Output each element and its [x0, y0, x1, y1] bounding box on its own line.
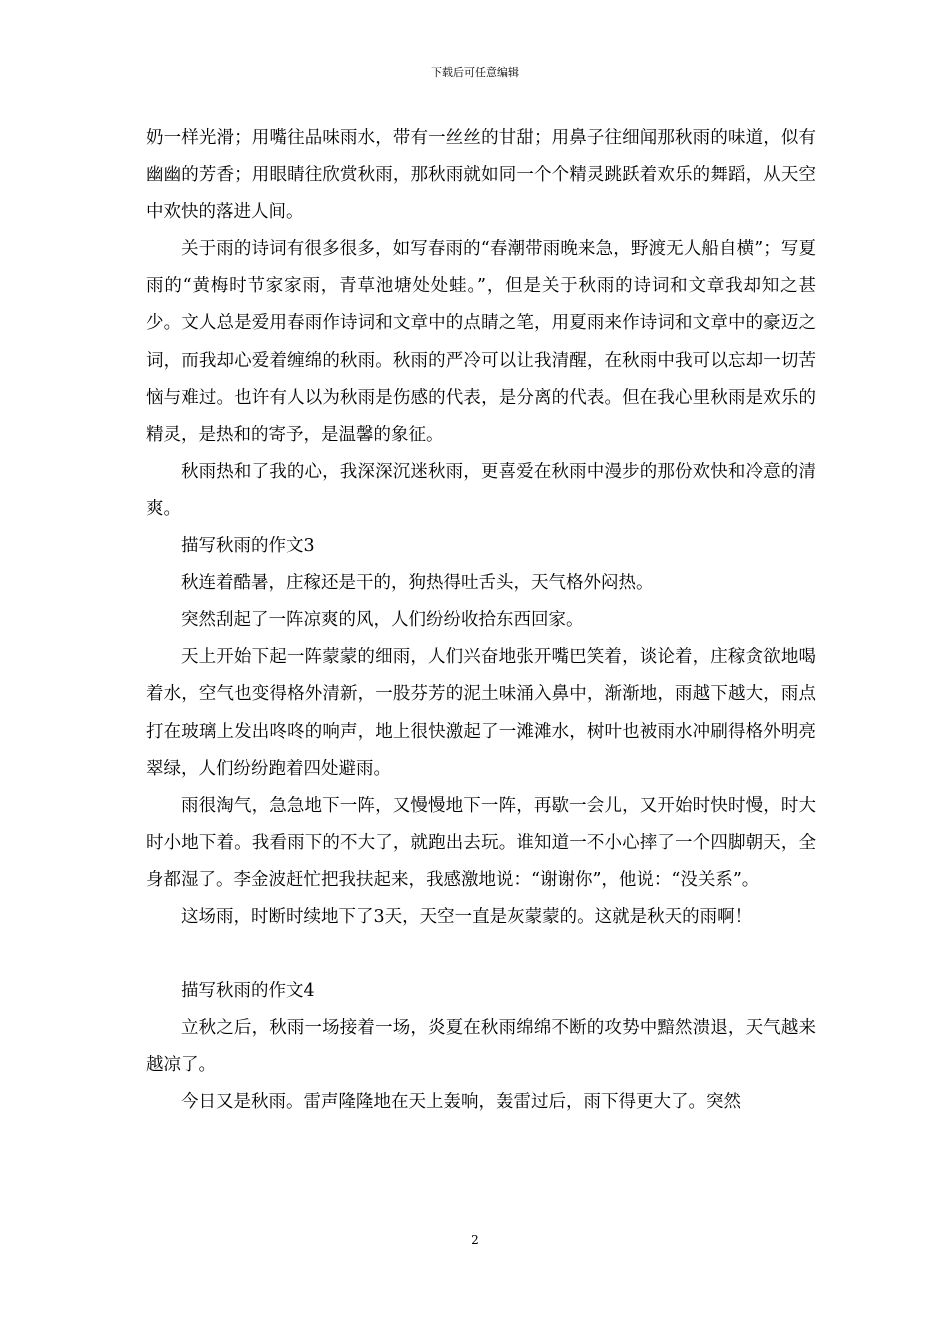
paragraph: 这场雨，时断时续地下了3天，天空一直是灰蒙蒙的。这就是秋天的雨啊！	[181, 906, 753, 927]
section-heading: 描写秋雨的作文4	[181, 981, 315, 1002]
page-header: 下载后可任意编辑	[431, 66, 519, 79]
paragraph: 秋连着酷暑，庄稼还是干的，狗热得吐舌头，天气格外闷热。	[181, 573, 654, 594]
paragraph: 秋雨热和了我的心，我深深沉迷秋雨，更喜爱在秋雨中漫步的那份欢快和冷意的清爽。	[146, 461, 816, 519]
paragraph: 关于雨的诗词有很多很多，如写春雨的“春潮带雨晚来急，野渡无人船自横”；写夏雨的“黄梅时节家家雨，青草池塘处处蛙。”，但是关于秋雨的诗词和文章我却知之甚少。文人总是爱用春雨作诗词和文章中的点睛之笔，用夏雨来作诗词和文章中的豪迈之词，而我却心爱着缠绵的秋雨。秋雨的严冷可以让我清醒，在秋雨中我可以忘却一切苦恼与难过。也许有人以为秋雨是伤感的代表，是分离的代表。但在我心里秋雨是欢乐的精灵，是热和的寄予，是温馨的象征。	[146, 239, 816, 445]
paragraph: 天上开始下起一阵蒙蒙的细雨，人们兴奋地张开嘴巴笑着，谈论着，庄稼贪欲地喝着水，空气也变得格外清新，一股芬芳的泥土味涌入鼻中，渐渐地，雨越下越大，雨点打在玻璃上发出咚咚的响声，地上很快激起了一滩滩水，树叶也被雨水冲刷得格外明亮翠绿，人们纷纷跑着四处避雨。	[146, 647, 816, 779]
document-body	[146, 120, 816, 1122]
section-heading: 描写秋雨的作文3	[181, 536, 315, 557]
paragraph: 突然刮起了一阵凉爽的风，人们纷纷收拾东西回家。	[181, 610, 584, 631]
paragraph: 立秋之后，秋雨一场接着一场，炎夏在秋雨绵绵不断的攻势中黯然溃退，天气越来越凉了。	[146, 1018, 816, 1076]
paragraph: 奶一样光滑；用嘴往品味雨水，带有一丝丝的甘甜；用鼻子往细闻那秋雨的味道，似有幽幽的芳香；用眼睛往欣赏秋雨，那秋雨就如同一个个精灵跳跃着欢乐的舞蹈，从天空中欢快的落进人间。	[146, 128, 816, 223]
paragraph: 雨很淘气，急急地下一阵，又慢慢地下一阵，再歇一会儿，又开始时快时慢，时大时小地下着。我看雨下的不大了，就跑出去玩。谁知道一不小心摔了一个四脚朝天，全身都湿了。李金波赶忙把我扶起来，我感激地说：“谢谢你”，他说：“没关系”。	[146, 795, 816, 890]
paragraph: 今日又是秋雨。雷声隆隆地在天上轰响，轰雷过后，雨下得更大了。突然	[181, 1092, 741, 1113]
page-number: 2	[471, 1233, 479, 1247]
